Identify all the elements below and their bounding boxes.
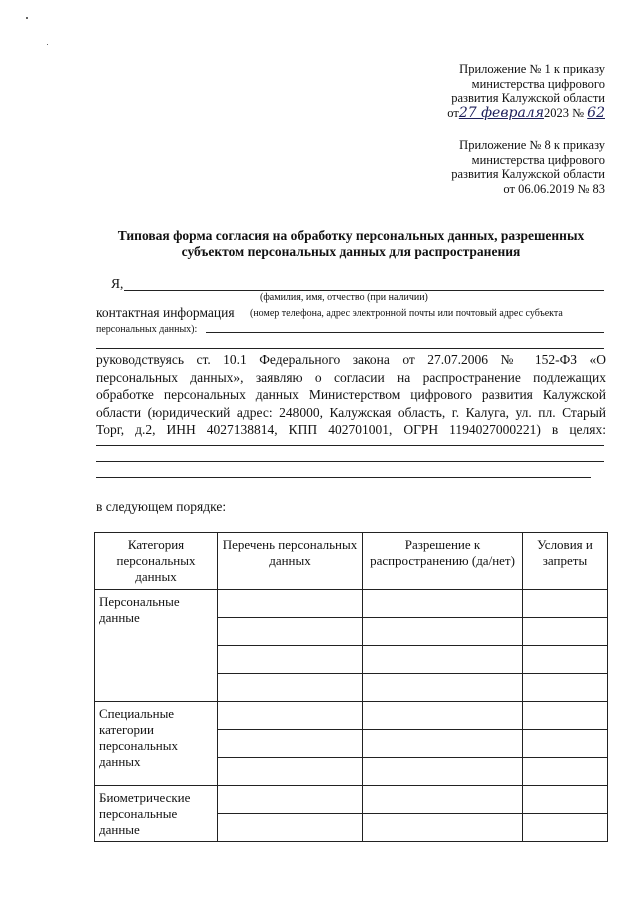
appendix-1-date (447, 106, 605, 121)
scan-speck (47, 44, 48, 45)
category-special-data: Специальные категории персональных данных (95, 702, 218, 786)
table-cell[interactable] (363, 730, 523, 758)
table-cell[interactable] (218, 786, 363, 814)
table-cell[interactable] (363, 758, 523, 786)
i-label: Я, (111, 276, 124, 291)
contact-field[interactable] (206, 332, 604, 333)
table-cell[interactable] (523, 674, 608, 702)
table-cell[interactable] (523, 814, 608, 842)
table-cell[interactable] (523, 646, 608, 674)
table-cell[interactable] (523, 618, 608, 646)
table-cell[interactable] (363, 618, 523, 646)
table-cell[interactable] (363, 646, 523, 674)
title-line1: Типовая форма согласия на обработку персональных данных, разрешенных (117, 228, 585, 243)
header-permission: Разрешение к распространению (да/нет) (363, 533, 523, 590)
purpose-field-line[interactable] (96, 477, 591, 478)
table-row (95, 702, 608, 730)
handwritten-number: 62 (587, 104, 605, 121)
fio-field[interactable] (124, 290, 604, 291)
appendix-8-line4: от 06.06.2019 № 83 (503, 181, 605, 196)
table-cell[interactable] (523, 590, 608, 618)
table-header-row (95, 533, 608, 590)
title-line2: субъектом персональных данных для распространения (181, 244, 521, 259)
table-cell[interactable] (363, 814, 523, 842)
appendix-1-line1: Приложение № 1 к приказу (459, 62, 605, 76)
table-cell[interactable] (523, 786, 608, 814)
purpose-field-line[interactable] (96, 461, 604, 462)
purpose-field-line[interactable] (96, 445, 604, 446)
table-cell[interactable] (218, 590, 363, 618)
contact-hint-line2: персональных данных): (96, 324, 198, 335)
table-cell[interactable] (218, 702, 363, 730)
header-category: Категория персональных данных (95, 533, 218, 590)
year-number-label: 2023 № (543, 105, 585, 120)
table-cell[interactable] (523, 702, 608, 730)
contact-field-extra-line[interactable] (96, 348, 604, 349)
header-conditions: Условия и запреты (523, 533, 608, 590)
date-prefix: от (447, 105, 459, 120)
contact-hint-line1: (номер телефона, адрес электронной почты или почтовый адрес субъекта (250, 308, 563, 319)
appendix-1-header (447, 62, 605, 120)
paragraph-line: Торг, д.2, ИНН 4027138814, КПП 402701001, ОГРН 1194027000221) в целях: (96, 422, 606, 438)
table-cell[interactable] (218, 618, 363, 646)
appendix-8-header (451, 138, 605, 196)
appendix-8-line1: Приложение № 8 к приказу (459, 138, 605, 152)
table-cell[interactable] (363, 786, 523, 814)
table-cell[interactable] (218, 646, 363, 674)
contact-label: контактная информация (96, 305, 235, 320)
paragraph-line: руководствуясь ст. 10.1 Федерального закона от 27.07.2006 № 152-ФЗ «О (96, 352, 606, 367)
table-cell[interactable] (363, 590, 523, 618)
appendix-8-line3: развития Калужской области (451, 167, 605, 181)
table-cell[interactable] (523, 758, 608, 786)
table-cell[interactable] (523, 730, 608, 758)
order-label: в следующем порядке: (96, 499, 227, 514)
appendix-1-line3: развития Калужской области (451, 91, 605, 105)
table-row (95, 590, 608, 618)
category-biometric-data: Биометрические персональные данные (95, 786, 218, 842)
paragraph-line: персональных данных», заявляю о согласии на распространение подлежащих (96, 369, 606, 385)
paragraph-line: обработке персональных данных Министерством цифрового развития Калужской (96, 387, 606, 403)
table-cell[interactable] (363, 702, 523, 730)
header-data-list: Перечень персональных данных (218, 533, 363, 590)
permissions-table (94, 532, 608, 842)
document-title (96, 228, 606, 260)
table-cell[interactable] (218, 814, 363, 842)
paragraph-line: области (юридический адрес: 248000, Калужская область, г. Калуга, ул. пл. Старый (96, 404, 606, 420)
scan-speck (26, 17, 28, 19)
table-cell[interactable] (218, 674, 363, 702)
fio-hint: (фамилия, имя, отчество (при наличии) (260, 292, 428, 303)
handwritten-date: 27 февраля (458, 104, 544, 121)
category-personal-data: Персональные данные (95, 590, 218, 702)
appendix-8-line2: министерства цифрового (471, 152, 605, 167)
table-row (95, 786, 608, 814)
table-cell[interactable] (363, 674, 523, 702)
table-cell[interactable] (218, 758, 363, 786)
consent-paragraph (96, 351, 606, 439)
appendix-1-line2: министерства цифрового (471, 76, 605, 91)
table-cell[interactable] (218, 730, 363, 758)
